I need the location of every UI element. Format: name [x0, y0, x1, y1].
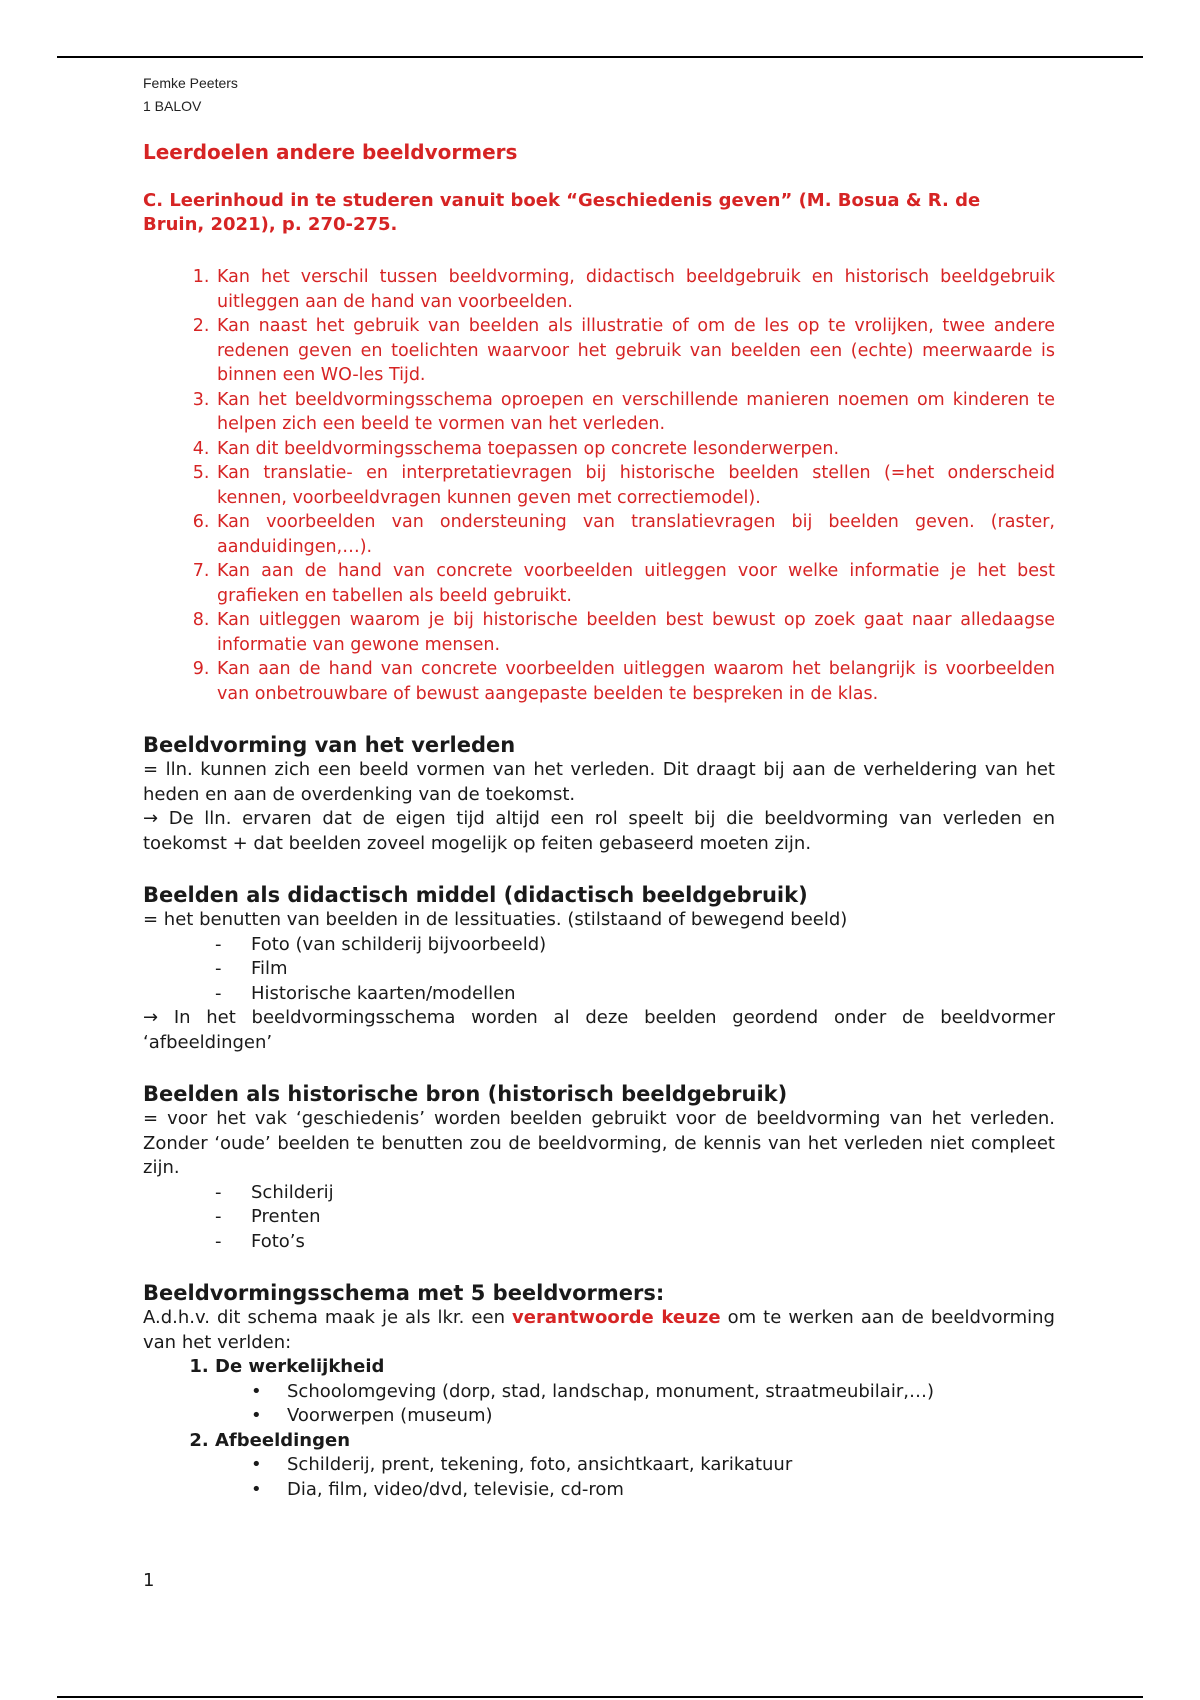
list-item: - Foto (van schilderij bijvoorbeeld) — [215, 933, 1055, 958]
beeldvormer-item — [215, 1429, 1055, 1503]
learning-goal: 3. Kan het beeldvormingsschema oproepen en verschillende manieren noemen om kinderen te helpen zich een beeld te vormen van het verleden. — [215, 388, 1055, 437]
list-item: - Schilderij — [215, 1181, 1055, 1206]
document-subtitle — [143, 189, 1055, 237]
section-didactisch — [143, 882, 1055, 1055]
list-item: • Voorwerpen (museum) — [251, 1404, 1055, 1429]
learning-goal: 4. Kan dit beeldvormingsschema toepassen op concrete lesonderwerpen. — [215, 437, 1055, 462]
section-schema — [143, 1280, 1055, 1502]
learning-goal: 7. Kan aan de hand van concrete voorbeelden uitleggen voor welke informatie je het best grafieken en tabellen als beeld gebruikt. — [215, 559, 1055, 608]
emphasis-text: verantwoorde keuze — [512, 1307, 721, 1328]
learning-goal: 1. Kan het verschil tussen beeldvorming, didactisch beeldgebruik en historisch beeldgebruik uitleggen aan de hand van voorbeelden. — [215, 265, 1055, 314]
paragraph: = het benutten van beelden in de lessituaties. (stilstaand of bewegend beeld) — [143, 909, 848, 930]
document-body — [143, 72, 1055, 1502]
learning-goal: 2. Kan naast het gebruik van beelden als illustratie of om de les op te vrolijken, twee andere redenen geven en toelichten waarvoor het gebruik van beelden een (echte) meerwaarde is binnen een WO-les Tijd. — [215, 314, 1055, 388]
paragraph: → In het beeldvormingsschema worden al deze beelden geordend onder de beeldvormer ‘afbeeldingen’ — [143, 1007, 1055, 1053]
section-historisch — [143, 1081, 1055, 1254]
section-heading: Beelden als historische bron (historisch beeldgebruik) — [143, 1082, 788, 1106]
section-heading: Beeldvormingsschema met 5 beeldvormers: — [143, 1281, 665, 1305]
dash-list — [143, 1181, 1055, 1255]
list-item: • Schoolomgeving (dorp, stad, landschap, monument, straatmeubilair,…) — [251, 1380, 1055, 1405]
list-item: • Dia, film, video/dvd, televisie, cd-rom — [251, 1478, 1055, 1503]
paragraph-text: A.d.h.v. dit schema maak je als lkr. een — [143, 1307, 513, 1328]
class-name: 1 BALOV — [143, 98, 202, 114]
learning-goal: 6. Kan voorbeelden van ondersteuning van translatievragen bij beelden geven. (raster, aanduidingen,…). — [215, 510, 1055, 559]
list-item: - Foto’s — [215, 1230, 1055, 1255]
paragraph: = lln. kunnen zich een beeld vormen van het verleden. Dit draagt bij aan de verheldering van het heden en aan de overdenking van de toekomst. — [143, 759, 1055, 805]
list-item: - Prenten — [215, 1205, 1055, 1230]
section-heading: Beelden als didactisch middel (didactisch beeldgebruik) — [143, 883, 808, 907]
dash-list — [143, 933, 1055, 1007]
document-title: Leerdoelen andere beeldvormers — [143, 140, 518, 164]
list-item: - Film — [215, 957, 1055, 982]
bullet-list — [215, 1380, 1055, 1429]
top-rule — [57, 56, 1143, 58]
paragraph — [143, 1306, 1055, 1355]
page-number: 1 — [143, 1570, 155, 1591]
subtitle-line-2: Bruin, 2021), p. 270-275. — [143, 214, 398, 235]
beeldvormer-title: Afbeeldingen — [215, 1429, 351, 1451]
beeldvormer-item — [215, 1355, 1055, 1429]
paragraph: → De lln. ervaren dat de eigen tijd altijd een rol speelt bij die beeldvorming van verleden en toekomst + dat beelden zoveel mogelijk op feiten gebaseerd moeten zijn. — [143, 808, 1055, 854]
learning-goals-list — [143, 265, 1055, 706]
learning-goal: 9. Kan aan de hand van concrete voorbeelden uitleggen waarom het belangrijk is voorbeelden van onbetrouwbare of bewust aangepaste beelden te bespreken in de klas. — [215, 657, 1055, 706]
subtitle-line-1: C. Leerinhoud in te studeren vanuit boek “Geschiedenis geven” (M. Bosua & R. de — [143, 190, 981, 211]
learning-goal: 8. Kan uitleggen waarom je bij historische beelden best bewust op zoek gaat naar alledaagse informatie van gewone mensen. — [215, 608, 1055, 657]
section-heading: Beeldvorming van het verleden — [143, 733, 516, 757]
bottom-rule — [57, 1696, 1143, 1698]
learning-goal: 5. Kan translatie- en interpretatievragen bij historische beelden stellen (=het onderscheid kennen, voorbeeldvragen kunnen geven met correctiemodel). — [215, 461, 1055, 510]
paragraph-text: om te werken aan de beeldvorming van het verlden: — [143, 1307, 1055, 1353]
bullet-list — [215, 1453, 1055, 1502]
list-item: • Schilderij, prent, tekening, foto, ansichtkaart, karikatuur — [251, 1453, 1055, 1478]
beeldvormer-title: De werkelijkheid — [215, 1356, 385, 1377]
paragraph: = voor het vak ‘geschiedenis’ worden beelden gebruikt voor de beeldvorming van het verleden. Zonder ‘oude’ beelden te benutten zou de beeldvorming, de kennis van het verleden niet compleet zijn. — [143, 1108, 1055, 1178]
author-name: Femke Peeters — [143, 75, 238, 91]
section-beeldvorming — [143, 732, 1055, 856]
beeldvormers-list — [143, 1355, 1055, 1502]
list-item: - Historische kaarten/modellen — [215, 982, 1055, 1007]
